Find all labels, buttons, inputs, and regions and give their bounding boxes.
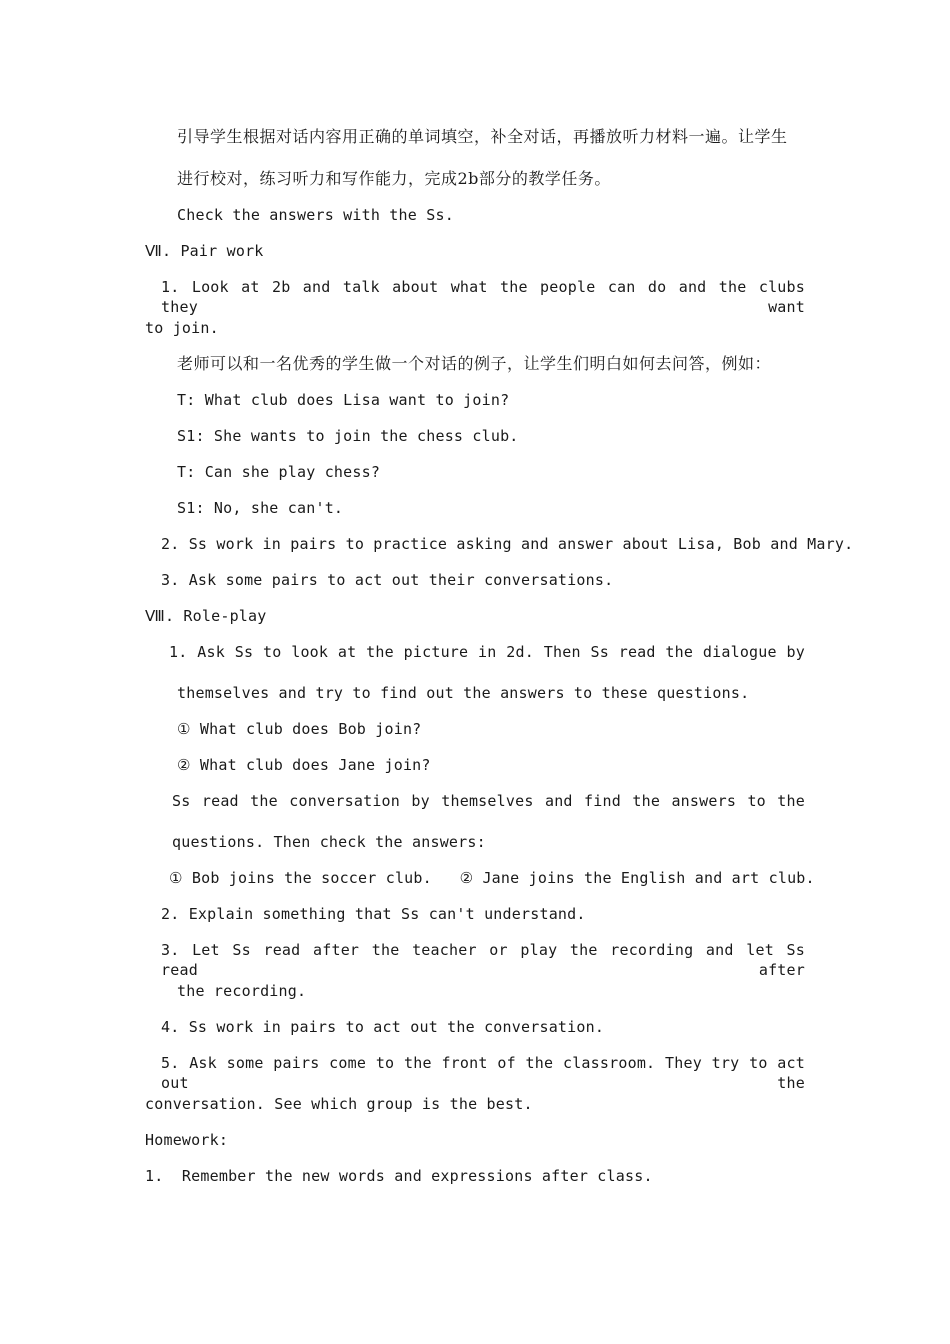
section-8-item-5-line-a: 5. Ask some pairs come to the front of the classroom. They try to act out the (161, 1054, 805, 1092)
section-7-heading: Ⅶ. Pair work (145, 242, 264, 260)
answers-line: ① Bob joins the soccer club. ② Jane joins the English and art club. (169, 869, 815, 887)
section-8-item-1-line-b: themselves and try to find out the answers to these questions. (177, 684, 750, 702)
section-8-item-5-line-b: conversation. See which group is the best. (145, 1095, 533, 1113)
intro-cn-line-1: 引导学生根据对话内容用正确的单词填空，补全对话，再播放听力材料一遍。让学生 (177, 127, 788, 146)
read-instruction-line-b: questions. Then check the answers: (172, 833, 486, 851)
dialog-line: T: What club does Lisa want to join? (177, 391, 510, 409)
section-7-item-3: 3. Ask some pairs to act out their conversations. (161, 571, 614, 589)
question-2: ② What club does Jane join? (177, 756, 431, 774)
intro-cn-line-2: 进行校对，练习听力和写作能力，完成2b部分的教学任务。 (177, 169, 611, 188)
homework-item-1: 1. Remember the new words and expressions after class. (145, 1167, 653, 1185)
section-8-item-3-line-b: the recording. (177, 982, 307, 1000)
teacher-note-cn: 老师可以和一名优秀的学生做一个对话的例子，让学生们明白如何去问答，例如： (177, 354, 772, 373)
question-1: ① What club does Bob join? (177, 720, 422, 738)
section-8-item-3-line-a: 3. Let Ss read after the teacher or play the recording and let Ss read after (161, 941, 805, 979)
section-8-heading: Ⅷ. Role-play (145, 607, 267, 625)
section-7-item-2: 2. Ss work in pairs to practice asking and answer about Lisa, Bob and Mary. (161, 535, 854, 553)
dialog-line: S1: No, she can't. (177, 499, 344, 517)
section-8-item-2: 2. Explain something that Ss can't understand. (161, 905, 586, 923)
section-7-item-1-line-b: to join. (145, 319, 219, 337)
check-answers-line: Check the answers with the Ss. (177, 206, 454, 224)
dialog-line: T: Can she play chess? (177, 463, 381, 481)
section-8-item-1-line-a: 1. Ask Ss to look at the picture in 2d. Then Ss read the dialogue by (169, 643, 805, 661)
homework-heading: Homework: (145, 1131, 229, 1149)
section-7-item-1-line-a: 1. Look at 2b and talk about what the people can do and the clubs they want (161, 278, 805, 316)
section-8-item-4: 4. Ss work in pairs to act out the conversation. (161, 1018, 605, 1036)
read-instruction-line-a: Ss read the conversation by themselves and find the answers to the (172, 792, 805, 810)
dialog-line: S1: She wants to join the chess club. (177, 427, 519, 445)
